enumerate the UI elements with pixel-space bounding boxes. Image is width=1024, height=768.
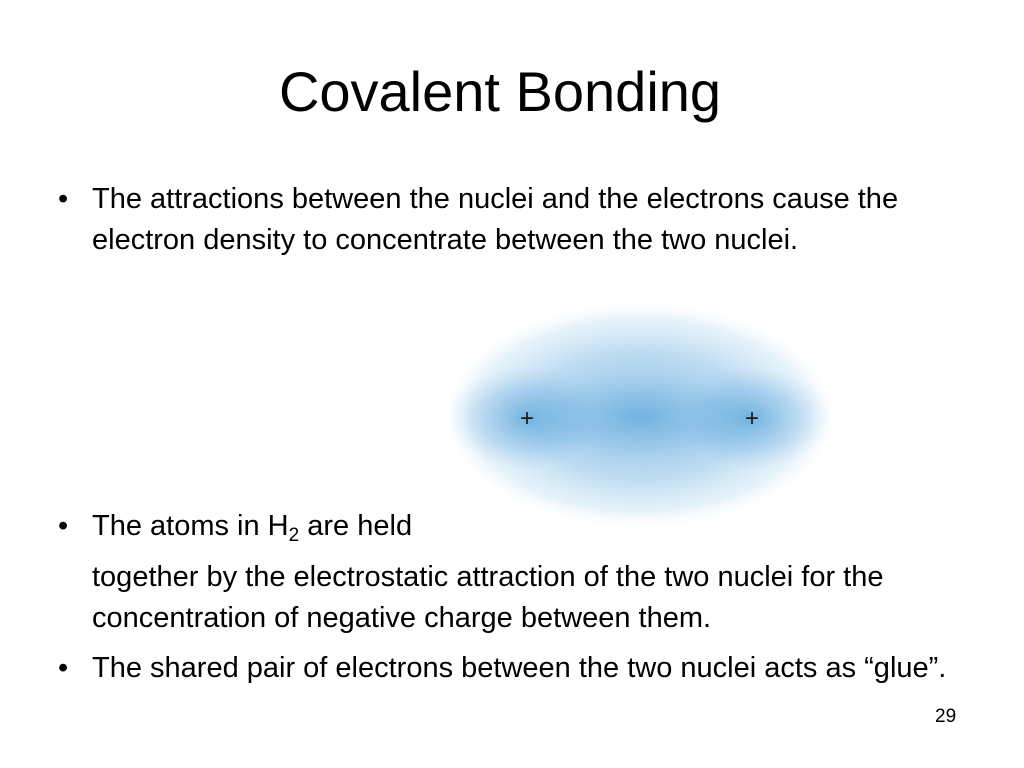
bullet-marker: • (58, 183, 69, 215)
bullet-text-prefix: The atoms in H (92, 510, 289, 542)
bullet-item-atoms-held (58, 506, 958, 646)
bullet-text: The attractions between the nuclei and the electrons cause the electron density to concentrate between the two nuclei. (92, 183, 899, 256)
bullet-marker: • (58, 510, 69, 542)
bullet-text: The shared pair of electrons between the two nuclei acts as “glue”. (92, 652, 947, 684)
bullet-first-line (92, 506, 412, 547)
bullet-marker: • (58, 652, 69, 684)
nucleus-plus-right: + (745, 405, 760, 432)
slide-title: Covalent Bonding (278, 60, 722, 123)
nucleus-plus-left: + (520, 405, 535, 432)
bullet-item-attractions (58, 179, 938, 309)
electron-cloud-diagram (440, 300, 840, 530)
bullet-item-shared-pair (58, 648, 978, 738)
page-number: 29 (935, 706, 957, 727)
electron-density-cloud (440, 300, 840, 530)
subscript-2: 2 (288, 525, 300, 546)
bullet-continuation: together by the electrostatic attraction of the two nuclei for the concentration of negative charge between them. (92, 561, 884, 634)
bullet-text-suffix: are held (299, 510, 413, 542)
